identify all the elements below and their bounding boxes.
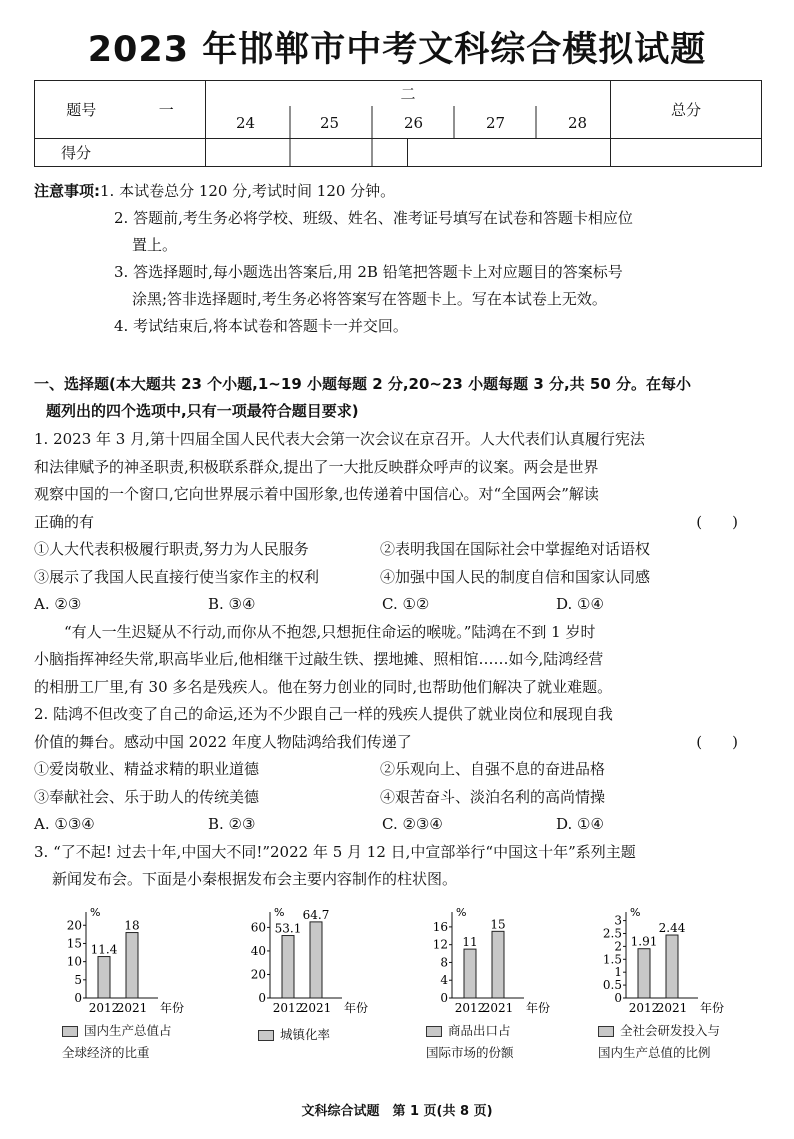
- x-tick-label: 2021: [116, 1001, 148, 1015]
- y-tick-label: 2.5: [602, 926, 622, 941]
- q1-choice-c[interactable]: C. ①②: [382, 595, 430, 613]
- y-tick-label: 1.5: [602, 952, 622, 967]
- x-axis-label: 年份: [344, 1001, 369, 1015]
- legend-text: 全球经济的比重: [62, 1045, 150, 1060]
- note-item: 2. 答题前,考生务必将学校、班级、姓名、准考证号填写在试卷和答题卡相应位: [114, 209, 633, 227]
- q2-choice-b[interactable]: B. ②③: [208, 815, 256, 833]
- chart-svg: [580, 902, 750, 1018]
- y-axis-unit: %: [630, 906, 641, 919]
- q3-line: 3. “了不起! 过去十年,中国大不同!”2022 年 5 月 12 日,中宣部举行“中国这十年”系列主题: [34, 842, 636, 861]
- bar: [126, 933, 138, 998]
- legend-text: 国内生产总值占: [84, 1023, 172, 1038]
- q1-line: 正确的有: [34, 512, 95, 531]
- q2-material: “有人一生迟疑从不行动,而你从不抱怨,只想扼住命运的喉咙。”陆鸿在不到 1 岁时: [64, 622, 596, 641]
- bar: [282, 936, 294, 998]
- bar: [464, 949, 476, 998]
- chart-svg: [224, 902, 394, 1018]
- y-tick-label: 2: [614, 939, 622, 954]
- exam-notes: [34, 178, 754, 340]
- score-sub-number: 24: [236, 114, 256, 132]
- score-row-label: 题号: [66, 101, 97, 119]
- y-tick-label: 5: [74, 972, 82, 987]
- y-tick-label: 0: [74, 991, 82, 1005]
- bar-value-label: 1.91: [630, 934, 658, 949]
- legend-swatch: [598, 1026, 614, 1037]
- legend-text: 国内生产总值的比例: [598, 1045, 711, 1060]
- q1-option: ②表明我国在国际社会中掌握绝对话语权: [380, 540, 651, 558]
- q1-line: 和法律赋予的神圣职责,积极联系群众,提出了一大批反映群众呼声的议案。两会是世界: [34, 457, 599, 476]
- chart-export-share: [406, 902, 576, 1082]
- legend-text: 商品出口占: [448, 1023, 511, 1038]
- x-tick-label: 2012: [454, 1001, 486, 1015]
- bar-value-label: 53.1: [274, 921, 302, 936]
- bar: [492, 931, 504, 998]
- note-item: 4. 考试结束后,将本试卷和答题卡一并交回。: [114, 317, 408, 335]
- score-sub-number: 27: [486, 114, 506, 132]
- legend-swatch: [426, 1026, 442, 1037]
- x-axis-label: 年份: [700, 1001, 725, 1015]
- note-item: 3. 答选择题时,每小题选出答案后,用 2B 铅笔把答题卡上对应题目的答案标号: [114, 263, 623, 281]
- q2-material: 小脑指挥神经失常,职高毕业后,他相继干过敲生铁、摆地摊、照相馆……如今,陆鸿经营: [34, 650, 604, 668]
- y-tick-label: 8: [440, 955, 448, 970]
- y-tick-label: 0: [258, 991, 266, 1005]
- page-title: 2023 年邯郸市中考文科综合模拟试题: [87, 30, 707, 70]
- chart-urbanization: [224, 902, 394, 1082]
- x-tick-label: 2021: [656, 1001, 688, 1015]
- score-cell[interactable]: [408, 139, 611, 167]
- q2-line: 2. 陆鸿不但改变了自己的命运,还为不少跟自己一样的残疾人提供了就业岗位和展现自我: [34, 705, 613, 723]
- section-heading: 一、选择题(本大题共 23 个小题,1~19 小题每题 2 分,20~23 小题每题 3 分,共 50 分。在每小 题列出的四个选项中,只有一项最符合题目要求): [34, 375, 691, 420]
- chart-legend: [598, 1020, 720, 1064]
- chart-rd-ratio: [580, 902, 750, 1082]
- x-tick-label: 2012: [88, 1001, 120, 1015]
- y-tick-label: 10: [66, 954, 82, 969]
- score-section-two: 二: [206, 81, 611, 139]
- x-tick-label: 2021: [482, 1001, 514, 1015]
- q1-option: ③展示了我国人民直接行使当家作主的权利: [34, 567, 320, 586]
- q3-line: 新闻发布会。下面是小秦根据发布会主要内容制作的柱状图。: [52, 870, 458, 888]
- score-row-label-2: 得分: [35, 139, 206, 167]
- y-tick-label: 40: [250, 943, 266, 958]
- chart-svg: [406, 902, 576, 1018]
- y-tick-label: 1: [614, 965, 622, 980]
- y-tick-label: 12: [432, 937, 448, 952]
- legend-swatch: [258, 1030, 274, 1041]
- chart-gdp-share: [40, 902, 210, 1082]
- y-tick-label: 16: [432, 919, 448, 934]
- score-sub-numbers: [206, 114, 612, 138]
- bar-value-label: 11.4: [90, 942, 118, 957]
- page-footer: 文科综合试题 第 1 页(共 8 页): [301, 1104, 493, 1119]
- bar-value-label: 18: [124, 918, 140, 933]
- score-header-cell: [35, 81, 206, 139]
- note-item: 置上。: [132, 236, 178, 254]
- legend-text: 城镇化率: [280, 1027, 331, 1042]
- x-tick-label: 2021: [300, 1001, 332, 1015]
- q2-line: 价值的舞台。感动中国 2022 年度人物陆鸿给我们传递了: [34, 732, 412, 751]
- chart-legend: [426, 1020, 514, 1064]
- y-axis-unit: %: [456, 906, 467, 919]
- y-tick-label: 15: [66, 936, 82, 951]
- score-sub-number: 25: [320, 114, 340, 132]
- bar: [310, 922, 322, 998]
- question-1: [34, 426, 758, 894]
- bar-charts: [40, 902, 760, 1082]
- x-axis-label: 年份: [160, 1001, 185, 1015]
- q2-option: ①爱岗敬业、精益求精的职业道德: [34, 760, 260, 778]
- q1-choice-b[interactable]: B. ③④: [208, 595, 256, 613]
- y-tick-label: 20: [250, 967, 266, 982]
- chart-legend: [258, 1024, 330, 1046]
- answer-paren: ( ): [696, 732, 738, 751]
- x-tick-label: 2012: [272, 1001, 304, 1015]
- score-sub-number: 26: [404, 114, 424, 132]
- q2-option: ④艰苦奋斗、淡泊名利的高尚情操: [380, 787, 606, 806]
- legend-text: 国际市场的份额: [426, 1045, 514, 1060]
- legend-text: 全社会研发投入与: [620, 1023, 721, 1038]
- y-tick-label: 4: [440, 973, 448, 988]
- q1-line: 1. 2023 年 3 月,第十四届全国人民代表大会第一次会议在京召开。人大代表们认真履行宪法: [34, 430, 645, 448]
- q1-option: ④加强中国人民的制度自信和国家认同感: [380, 567, 651, 586]
- bar-value-label: 64.7: [302, 907, 330, 922]
- answer-paren: ( ): [696, 512, 738, 531]
- q1-option: ①人大代表积极履行职责,努力为人民服务: [34, 540, 309, 558]
- bar-value-label: 2.44: [658, 921, 686, 936]
- note-item: 1. 本试卷总分 120 分,考试时间 120 分钟。: [100, 182, 396, 200]
- q2-choice-a[interactable]: A. ①③④: [34, 815, 95, 833]
- notes-label: 注意事项:: [34, 182, 100, 200]
- score-cell[interactable]: [611, 139, 762, 167]
- legend-swatch: [62, 1026, 78, 1037]
- note-item: 涂黑;答非选择题时,考生务必将答案写在答题卡上。写在本试卷上无效。: [132, 290, 607, 308]
- q2-choice-c[interactable]: C. ②③④: [382, 815, 443, 833]
- y-tick-label: 0.5: [602, 978, 622, 993]
- chart-svg: [40, 902, 210, 1018]
- q2-choice-d[interactable]: D. ①④: [556, 815, 604, 833]
- q1-choice-d[interactable]: D. ①④: [556, 595, 604, 613]
- bar: [638, 949, 650, 998]
- chart-legend: [62, 1020, 172, 1064]
- y-axis-unit: %: [90, 906, 101, 919]
- score-sub-number: 28: [568, 114, 588, 132]
- q2-material: 的相册工厂里,有 30 多名是残疾人。他在努力创业的同时,也帮助他们解决了就业难题。: [34, 677, 613, 696]
- bar: [98, 957, 110, 998]
- x-axis-label: 年份: [526, 1001, 551, 1015]
- q2-option: ③奉献社会、乐于助人的传统美德: [34, 787, 260, 806]
- x-tick-label: 2012: [628, 1001, 660, 1015]
- y-tick-label: 3: [614, 913, 622, 928]
- q2-option: ②乐观向上、自强不息的奋进品格: [380, 760, 606, 778]
- bar: [666, 935, 678, 998]
- score-total-label: 总分: [611, 81, 762, 139]
- score-cell[interactable]: [206, 139, 408, 167]
- score-section-one: 一: [158, 101, 174, 119]
- y-tick-label: 0: [440, 991, 448, 1005]
- bar-value-label: 11: [462, 935, 478, 950]
- y-tick-label: 60: [250, 920, 266, 935]
- q1-line: 观察中国的一个窗口,它向世界展示着中国形象,也传递着中国信心。对“全国两会”解读: [34, 485, 599, 503]
- y-tick-label: 0: [614, 991, 622, 1005]
- y-axis-unit: %: [274, 906, 285, 919]
- bar-value-label: 15: [490, 917, 506, 932]
- y-tick-label: 20: [66, 918, 82, 933]
- q1-choice-a[interactable]: A. ②③: [34, 595, 82, 613]
